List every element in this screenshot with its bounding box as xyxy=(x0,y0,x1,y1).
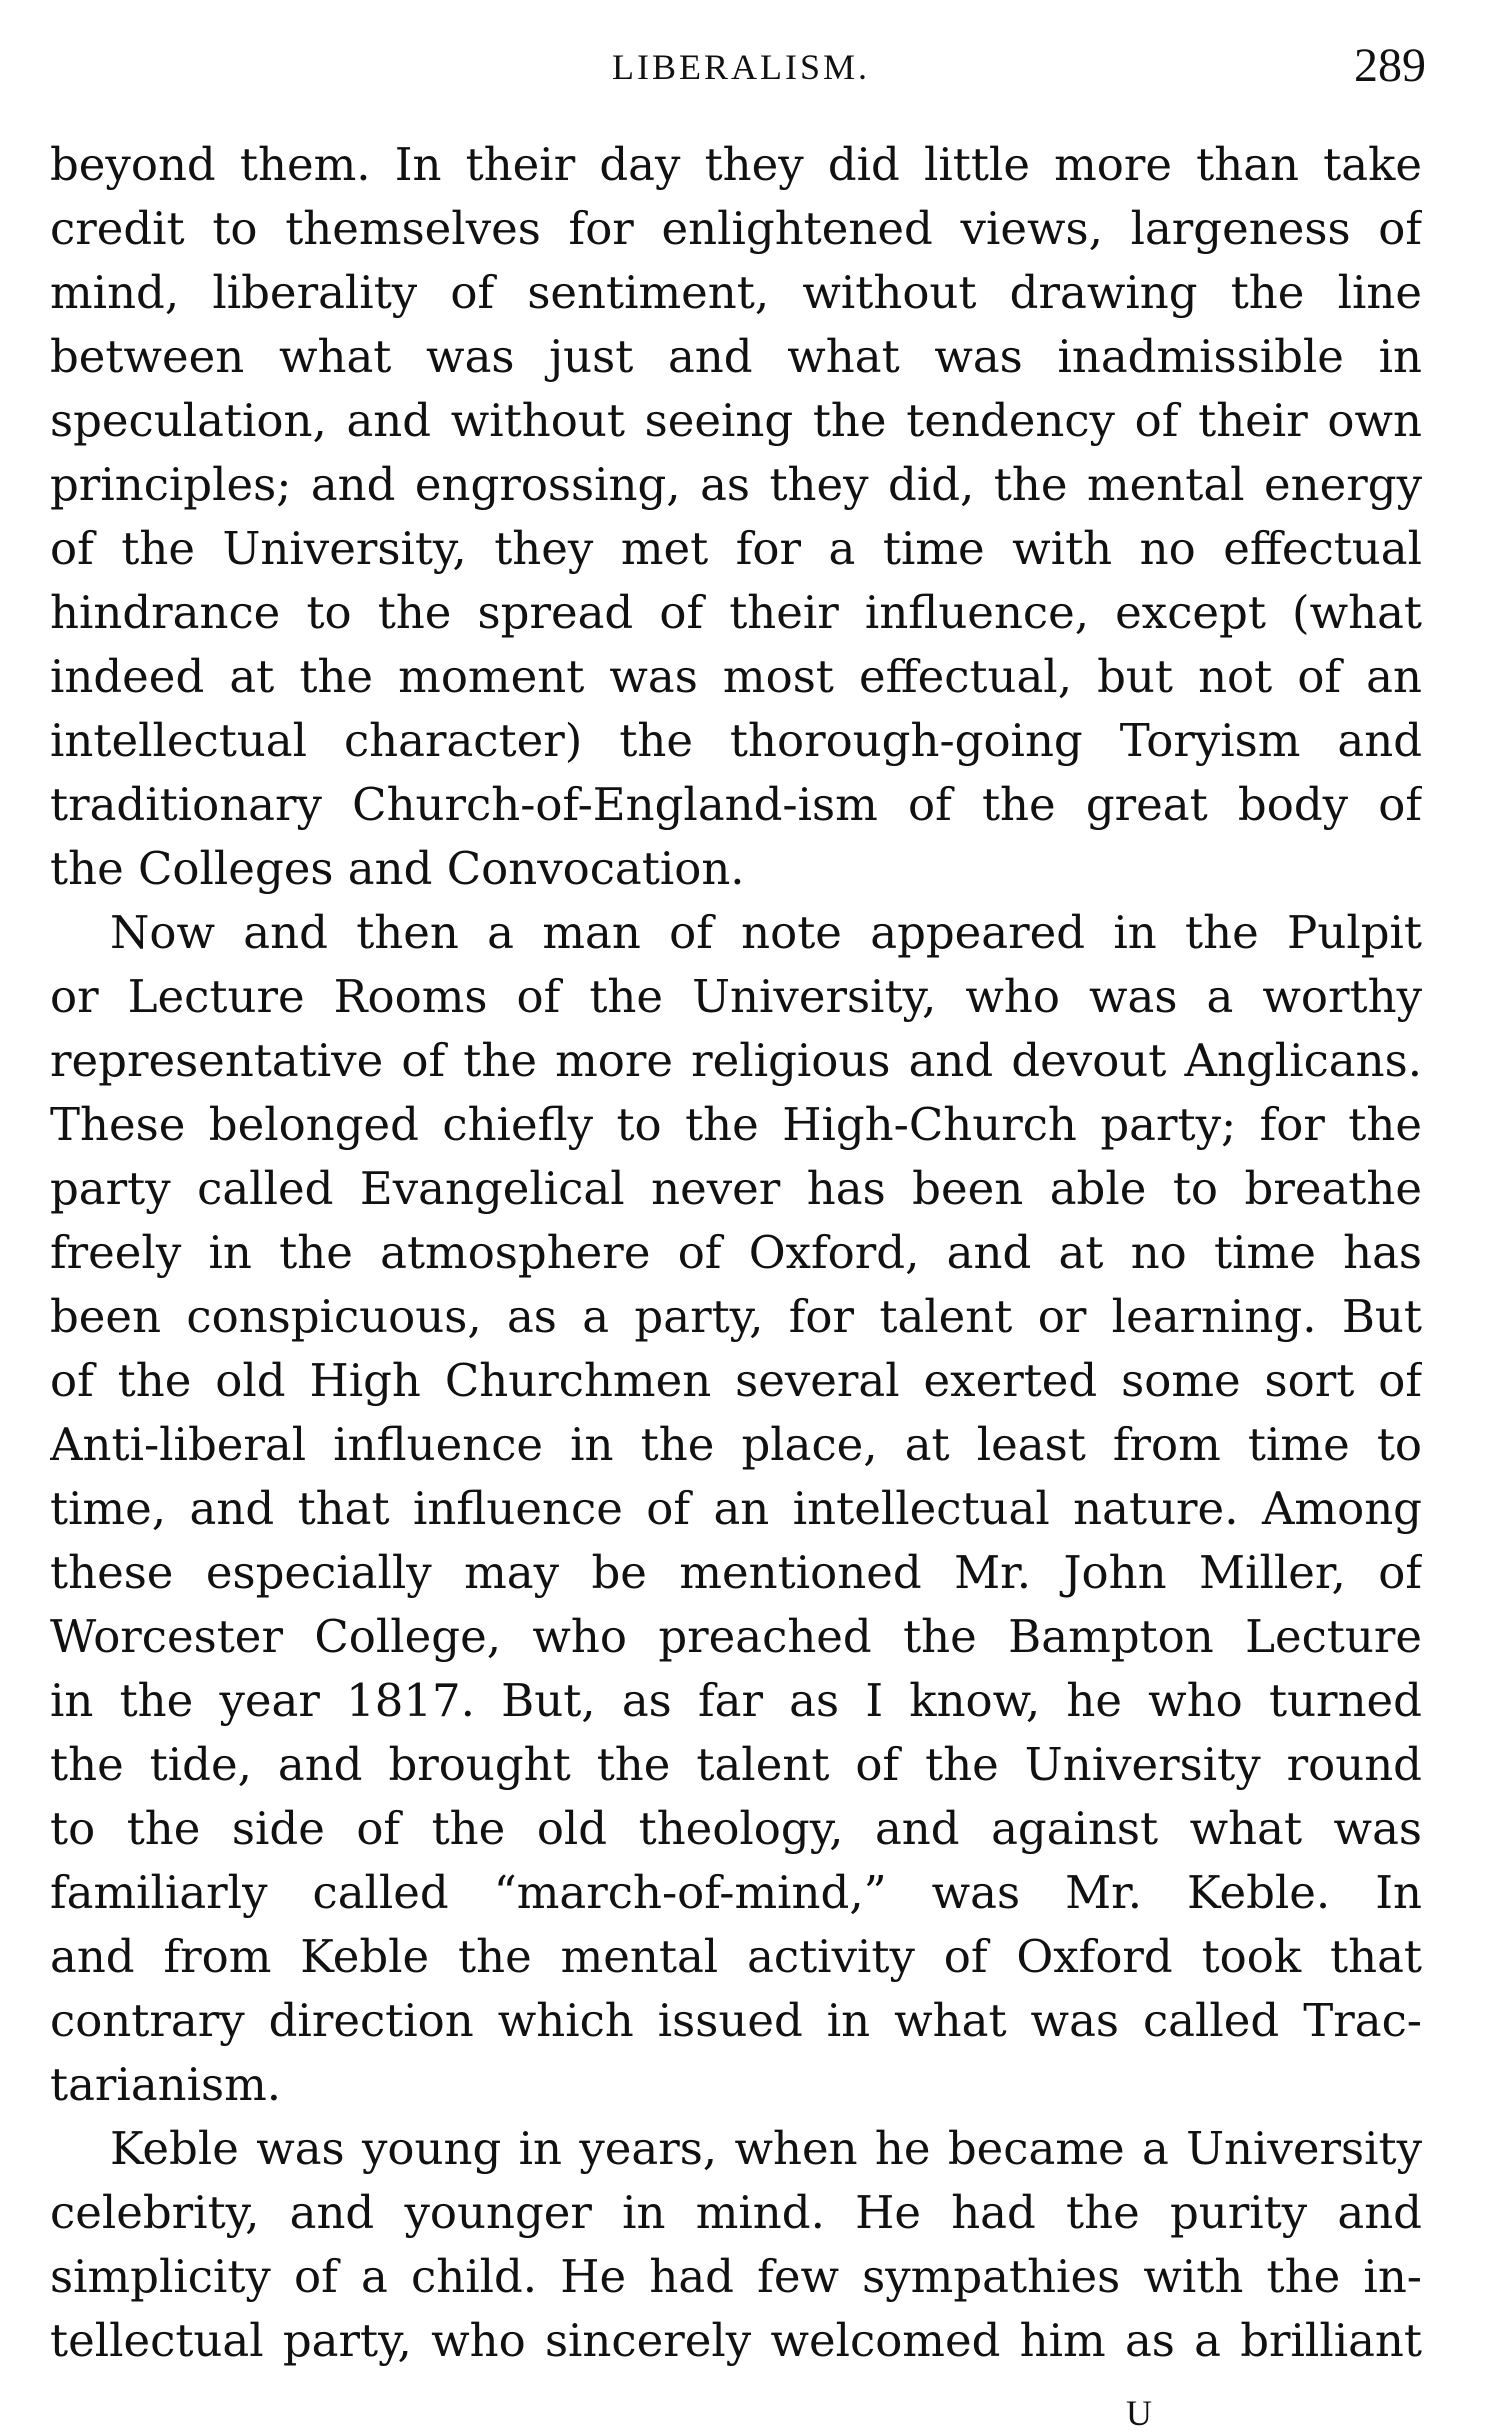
text-line: intellectual character) the thorough-going Toryism and xyxy=(50,714,1422,767)
text-line: the Colleges and Convocation. xyxy=(50,842,745,895)
text-line: the tide, and brought the talent of the University round xyxy=(50,1738,1422,1791)
text-line: Worcester College, who preached the Bampton Lecture xyxy=(50,1610,1422,1663)
text-line: mind, liberality of sentiment, without drawing the line xyxy=(50,266,1422,319)
text-line: of the University, they met for a time with no effectual xyxy=(50,522,1422,575)
text-line: party called Evangelical never has been able to breathe xyxy=(50,1162,1422,1215)
text-line: contrary direction which issued in what was called Trac- xyxy=(50,1994,1422,2047)
text-line: in the year 1817. But, as far as I know, he who turned xyxy=(50,1674,1422,1727)
text-line: Now and then a man of note appeared in the Pulpit xyxy=(110,906,1422,959)
text-line: between what was just and what was inadmissible in xyxy=(50,330,1422,383)
text-line: and from Keble the mental activity of Oxford took that xyxy=(50,1930,1422,1983)
body-text xyxy=(50,133,1422,2373)
text-line: tarianism. xyxy=(50,2058,282,2111)
page-number: 289 xyxy=(1354,39,1426,92)
text-line: hindrance to the spread of their influence, except (what xyxy=(50,586,1422,639)
text-line: time, and that influence of an intellectual nature. Among xyxy=(50,1482,1422,1535)
text-line: to the side of the old theology, and against what was xyxy=(50,1802,1422,1855)
text-line: principles; and engrossing, as they did, the mental energy xyxy=(50,458,1422,511)
text-line: celebrity, and younger in mind. He had the purity and xyxy=(50,2186,1422,2239)
text-line: freely in the atmosphere of Oxford, and at no time has xyxy=(50,1226,1422,1279)
text-line: beyond them. In their day they did little more than take xyxy=(50,138,1422,191)
text-line: been conspicuous, as a party, for talent or learning. But xyxy=(50,1290,1422,1343)
text-line: simplicity of a child. He had few sympathies with the in- xyxy=(50,2250,1422,2303)
text-line: or Lecture Rooms of the University, who was a worthy xyxy=(50,970,1422,1023)
page-header xyxy=(56,38,1426,98)
text-line: representative of the more religious and devout Anglicans. xyxy=(50,1034,1422,1087)
text-line: indeed at the moment was most effectual, but not of an xyxy=(50,650,1422,703)
text-line: traditionary Church-of-England-ism of the great body of xyxy=(50,778,1422,831)
text-line: tellectual party, who sincerely welcomed him as a brilliant xyxy=(50,2314,1422,2367)
running-head: LIBERALISM. xyxy=(612,47,870,87)
text-line: These belonged chiefly to the High-Church party; for the xyxy=(50,1098,1422,1151)
text-line: of the old High Churchmen several exerted some sort of xyxy=(50,1354,1422,1407)
signature-mark: U xyxy=(1126,2393,1152,2433)
text-line: credit to themselves for enlightened views, largeness of xyxy=(50,202,1422,255)
text-line: these especially may be mentioned Mr. John Miller, of xyxy=(50,1546,1422,1599)
text-line: Keble was young in years, when he became a University xyxy=(110,2122,1422,2175)
text-line: familiarly called “march-of-mind,” was Mr. Keble. In xyxy=(50,1866,1422,1919)
text-line: speculation, and without seeing the tendency of their own xyxy=(50,394,1422,447)
text-line: Anti-liberal influence in the place, at least from time to xyxy=(50,1418,1422,1471)
